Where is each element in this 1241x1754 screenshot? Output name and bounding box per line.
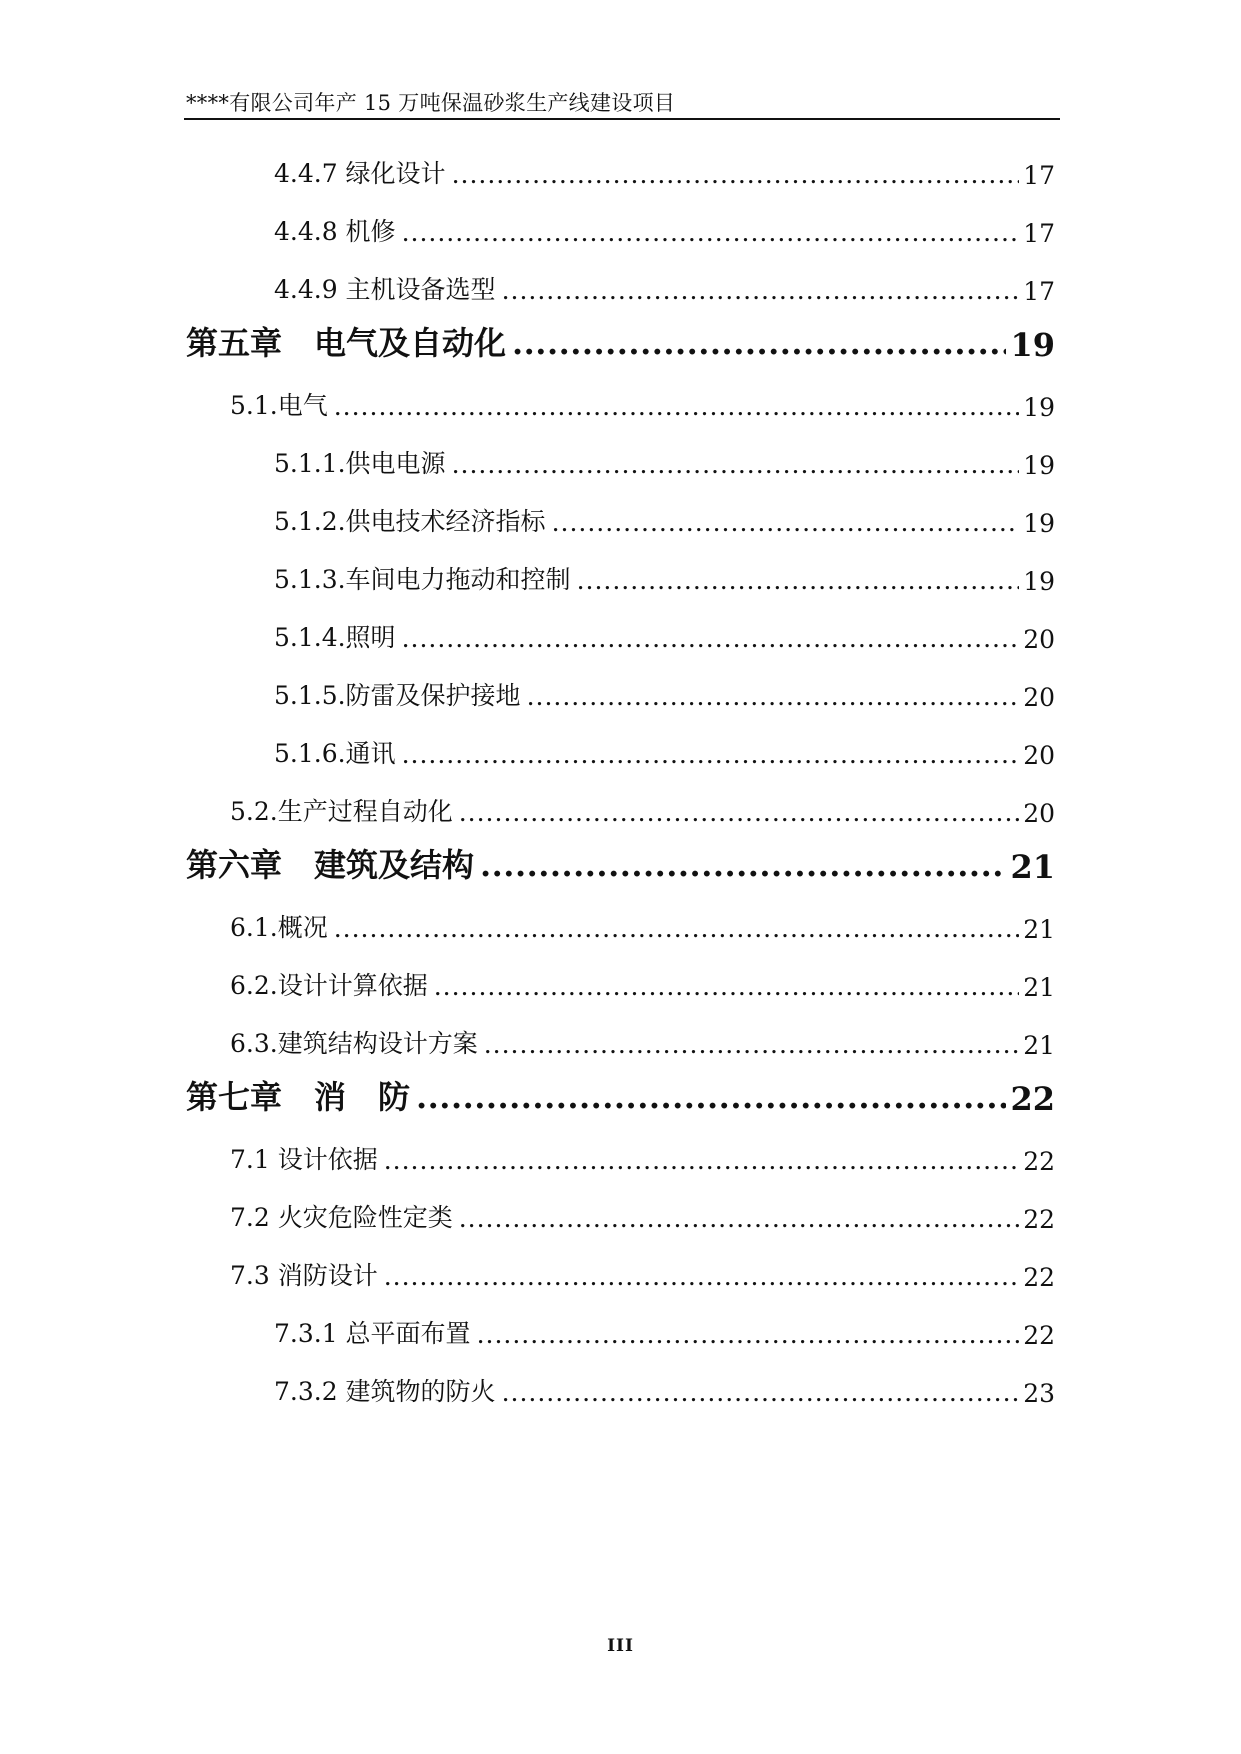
toc-section-entry[interactable] (274, 556, 1055, 596)
toc-entry-page-number: 19 (1023, 451, 1055, 480)
toc-entry-page-number: 22 (1023, 1263, 1055, 1292)
toc-section-entry[interactable] (274, 498, 1055, 538)
toc-entry-label: 第五章 电气及自动化 (186, 324, 507, 362)
toc-section-entry[interactable] (274, 614, 1055, 654)
toc-entry-page-number: 17 (1023, 277, 1055, 306)
toc-entry-label: 5.1.1.供电电源 (274, 449, 446, 478)
toc-entry-label: 7.2 火灾危险性定类 (230, 1203, 453, 1232)
toc-entry-label: 第六章 建筑及结构 (186, 846, 475, 884)
toc-leader-dots (527, 683, 1020, 708)
toc-entry-page-number: 23 (1023, 1379, 1055, 1408)
toc-section-entry[interactable] (230, 1136, 1055, 1176)
toc-entry-page-number: 21 (1023, 915, 1055, 944)
toc-entry-page-number: 19 (1023, 509, 1055, 538)
toc-entry-label: 5.1.4.照明 (274, 623, 396, 652)
toc-entry-label: 6.2.设计计算依据 (230, 971, 428, 1000)
toc-entry-label: 6.3.建筑结构设计方案 (230, 1029, 478, 1058)
toc-section-entry[interactable] (230, 382, 1055, 422)
toc-section-entry[interactable] (274, 150, 1055, 190)
toc-entry-page-number: 20 (1023, 799, 1055, 828)
toc-entry-page-number: 22 (1010, 1080, 1055, 1118)
toc-leader-dots (477, 1321, 1020, 1346)
toc-leader-dots (402, 219, 1020, 244)
toc-section-entry[interactable] (274, 672, 1055, 712)
toc-entry-page-number: 21 (1023, 973, 1055, 1002)
toc-leader-dots (402, 741, 1020, 766)
toc-section-entry[interactable] (230, 788, 1055, 828)
toc-leader-dots (459, 799, 1019, 824)
toc-section-entry[interactable] (230, 1252, 1055, 1292)
toc-chapter-entry[interactable] (186, 1074, 1055, 1118)
toc-leader-dots (334, 393, 1019, 418)
toc-leader-dots (384, 1263, 1019, 1288)
toc-leader-dots (480, 848, 1006, 880)
toc-section-entry[interactable] (274, 730, 1055, 770)
toc-entry-label: 6.1.概况 (230, 913, 328, 942)
toc-entry-page-number: 20 (1023, 741, 1055, 770)
page-number: III (607, 1636, 634, 1656)
toc-section-entry[interactable] (230, 962, 1055, 1002)
toc-entry-page-number: 21 (1010, 848, 1055, 886)
toc-section-entry[interactable] (274, 1310, 1055, 1350)
running-header-title: ****有限公司年产 15 万吨保温砂浆生产线建设项目 (186, 91, 676, 115)
toc-entry-label: 5.2.生产过程自动化 (230, 797, 453, 826)
toc-section-entry[interactable] (230, 904, 1055, 944)
toc-leader-dots (334, 915, 1019, 940)
toc-leader-dots (512, 326, 1006, 358)
toc-entry-label: 4.4.8 机修 (274, 217, 396, 246)
toc-entry-label: 7.3.1 总平面布置 (274, 1319, 471, 1348)
toc-entry-page-number: 19 (1010, 326, 1055, 364)
toc-leader-dots (502, 1379, 1020, 1404)
toc-leader-dots (452, 161, 1020, 186)
toc-leader-dots (484, 1031, 1019, 1056)
toc-entry-page-number: 19 (1023, 567, 1055, 596)
toc-entry-label: 5.1.6.通讯 (274, 739, 396, 768)
toc-chapter-entry[interactable] (186, 320, 1055, 364)
toc-section-entry[interactable] (274, 266, 1055, 306)
toc-leader-dots (577, 567, 1020, 592)
toc-section-entry[interactable] (230, 1194, 1055, 1234)
toc-leader-dots (416, 1080, 1006, 1112)
toc-section-entry[interactable] (274, 1368, 1055, 1408)
toc-entry-label: 5.1.电气 (230, 391, 328, 420)
toc-entry-label: 5.1.3.车间电力拖动和控制 (274, 565, 571, 594)
toc-entry-label: 7.3.2 建筑物的防火 (274, 1377, 496, 1406)
toc-entry-page-number: 17 (1023, 161, 1055, 190)
toc-section-entry[interactable] (274, 208, 1055, 248)
toc-entry-label: 5.1.5.防雷及保护接地 (274, 681, 521, 710)
toc-entry-page-number: 21 (1023, 1031, 1055, 1060)
toc-section-entry[interactable] (230, 1020, 1055, 1060)
toc-leader-dots (402, 625, 1020, 650)
toc-entry-page-number: 22 (1023, 1147, 1055, 1176)
toc-entry-page-number: 17 (1023, 219, 1055, 248)
toc-chapter-entry[interactable] (186, 842, 1055, 886)
toc-entry-page-number: 19 (1023, 393, 1055, 422)
toc-entry-label: 7.1 设计依据 (230, 1145, 378, 1174)
toc-entry-page-number: 20 (1023, 683, 1055, 712)
toc-entry-label: 4.4.9 主机设备选型 (274, 275, 496, 304)
toc-entry-page-number: 20 (1023, 625, 1055, 654)
toc-entry-page-number: 22 (1023, 1205, 1055, 1234)
toc-entry-page-number: 22 (1023, 1321, 1055, 1350)
toc-section-entry[interactable] (274, 440, 1055, 480)
toc-leader-dots (552, 509, 1020, 534)
toc-entry-label: 5.1.2.供电技术经济指标 (274, 507, 546, 536)
toc-leader-dots (502, 277, 1020, 302)
toc-entry-label: 4.4.7 绿化设计 (274, 159, 446, 188)
toc-leader-dots (384, 1147, 1019, 1172)
toc-leader-dots (434, 973, 1019, 998)
toc-entry-label: 第七章 消 防 (186, 1078, 411, 1116)
toc-leader-dots (452, 451, 1020, 476)
toc-leader-dots (459, 1205, 1019, 1230)
toc-entry-label: 7.3 消防设计 (230, 1261, 378, 1290)
